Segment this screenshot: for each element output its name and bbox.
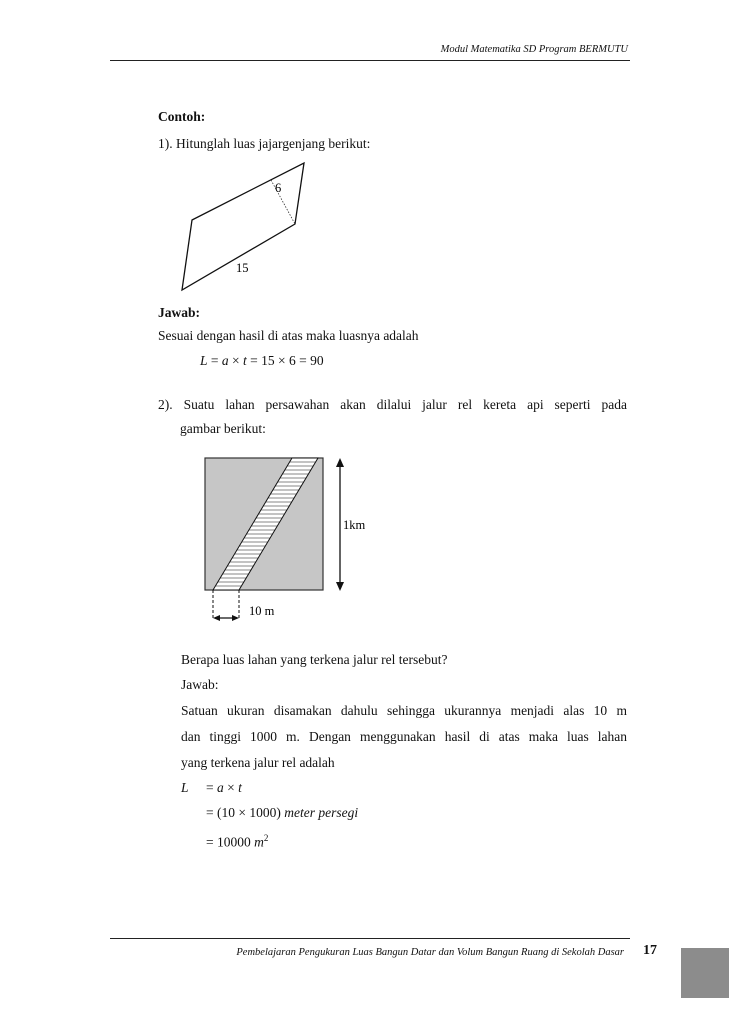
calc-step2: [206, 803, 358, 823]
problem2-explanation-line2: dan tinggi 1000 m. Dengan menggunakan hasil di atas maka luas lahan: [181, 729, 627, 744]
problem1-answer-text: Sesuai dengan hasil di atas maka luasnya adalah: [158, 328, 419, 343]
problem1-question: 1). Hitunglah luas jajargenjang berikut:: [158, 136, 371, 151]
calc-step1-times: ×: [223, 780, 239, 795]
header-title: Modul Matematika SD Program BERMUTU: [440, 44, 628, 55]
page-number: 17: [643, 943, 657, 958]
calc-step1-a: a: [217, 780, 224, 795]
height-arrow-bottom: [336, 582, 344, 591]
calc-step2-num: = (10 × 1000): [206, 805, 285, 820]
calc-step3-unit: m: [254, 834, 264, 850]
problem2-question-line1: 2). Suatu lahan persawahan akan dilalui jalur rel kereta api seperti pada: [158, 397, 627, 412]
height-arrow-top: [336, 458, 344, 467]
calc-step3: [206, 828, 268, 853]
rice-field-figure: [195, 450, 395, 635]
parallelogram-base-label: 15: [236, 261, 249, 275]
formula-eq: =: [207, 353, 222, 368]
problem2-explanation-line3: yang terkena jalur rel adalah: [181, 755, 335, 770]
example-heading: Contoh:: [158, 109, 206, 124]
width-label: 10 m: [249, 604, 275, 618]
problem2-q: Berapa luas lahan yang terkena jalur rel tersebut?: [181, 652, 448, 667]
header-rule: [110, 60, 630, 61]
formula-lhs: L: [200, 353, 208, 368]
problem2-explanation-line1: Satuan ukuran disamakan dahulu sehingga ukurannya menjadi alas 10 m: [181, 703, 627, 718]
calc-step3-num: = 10000: [206, 834, 255, 850]
formula-times: ×: [228, 353, 244, 368]
problem2-question-line2: gambar berikut:: [180, 421, 266, 436]
problem2-answer-heading: Jawab:: [181, 677, 219, 692]
height-label: 1km: [343, 518, 366, 532]
calc-L: L: [181, 780, 189, 795]
formula-result: = 15 × 6 = 90: [246, 353, 324, 368]
calc-step2-unit: meter persegi: [284, 805, 359, 820]
calc-step1-t: t: [238, 780, 242, 795]
width-arrow-right: [232, 615, 239, 621]
page-tab-marker: [681, 948, 729, 998]
calc-step1: [206, 778, 242, 798]
problem1-formula: [200, 351, 324, 371]
problem1-answer-heading: Jawab:: [158, 305, 201, 320]
footer-title: Pembelajaran Pengukuran Luas Bangun Datar dan Volum Bangun Ruang di Sekolah Dasar: [236, 947, 624, 958]
calc-step1-eq: =: [206, 780, 217, 795]
calc-step3-exp: 2: [263, 833, 269, 843]
parallelogram-figure: [170, 150, 340, 300]
footer-rule: [110, 938, 630, 939]
calc-line1: [181, 778, 189, 798]
width-arrow-left: [213, 615, 220, 621]
formula-t: t: [243, 353, 247, 368]
formula-a: a: [221, 353, 229, 368]
parallelogram-height-label: 6: [275, 181, 282, 195]
